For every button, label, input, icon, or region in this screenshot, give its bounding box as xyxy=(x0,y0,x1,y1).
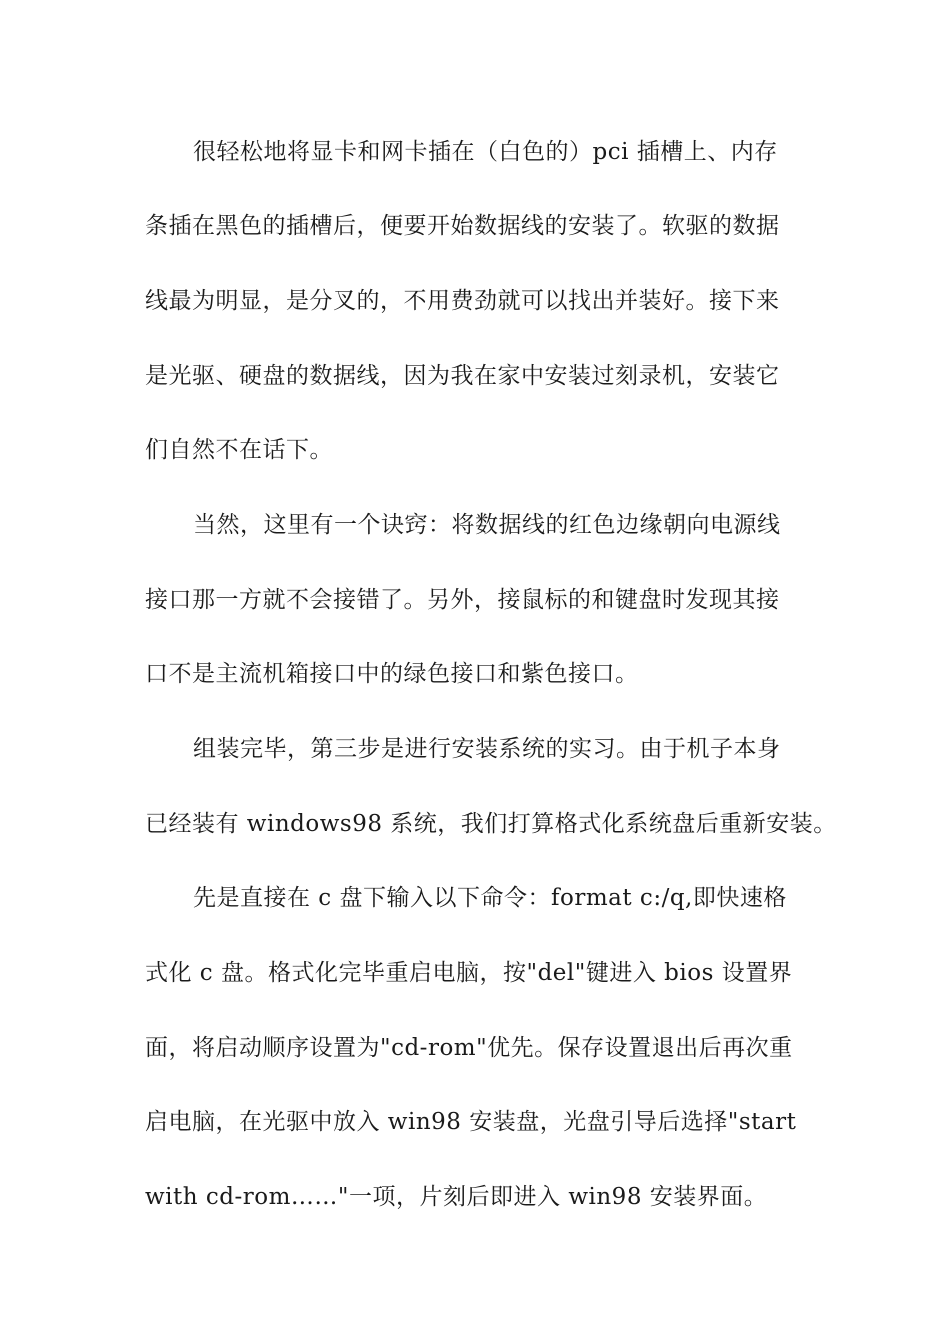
paragraph-1-line-2: 条插在黑色的插槽后，便要开始数据线的安装了。软驱的数据 xyxy=(145,213,780,239)
paragraph-2-line-2: 接口那一方就不会接错了。另外，接鼠标的和键盘时发现其接 xyxy=(145,587,780,613)
paragraph-4-line-4: 启电脑，在光驱中放入 win98 安装盘，光盘引导后选择"start xyxy=(145,1109,797,1135)
paragraph-4-line-2: 式化 c 盘。格式化完毕重启电脑，按"del"键进入 bios 设置界 xyxy=(145,960,793,986)
paragraph-2-line-3: 口不是主流机箱接口中的绿色接口和紫色接口。 xyxy=(145,661,639,687)
paragraph-4-line-3: 面，将启动顺序设置为"cd-rom"优先。保存设置退出后再次重 xyxy=(145,1035,793,1061)
paragraph-3-line-1: 组装完毕，第三步是进行安装系统的实习。由于机子本身 xyxy=(193,736,781,762)
paragraph-4-line-1: 先是直接在 c 盘下输入以下命令：format c:/q,即快速格 xyxy=(193,885,787,911)
paragraph-2-line-1: 当然，这里有一个诀窍：将数据线的红色边缘朝向电源线 xyxy=(193,512,781,538)
paragraph-1-line-1: 很轻松地将显卡和网卡插在（白色的）pci 插槽上、内存 xyxy=(193,139,778,165)
paragraph-4-line-5: with cd-rom……"一项，片刻后即进入 win98 安装界面。 xyxy=(145,1184,768,1210)
paragraph-1-line-3: 线最为明显，是分叉的，不用费劲就可以找出并装好。接下来 xyxy=(145,288,780,314)
paragraph-3-line-2: 已经装有 windows98 系统，我们打算格式化系统盘后重新安装。 xyxy=(145,811,837,837)
paragraph-1-line-4: 是光驱、硬盘的数据线，因为我在家中安装过刻录机，安装它 xyxy=(145,363,780,389)
paragraph-1-line-5: 们自然不在话下。 xyxy=(145,437,333,463)
